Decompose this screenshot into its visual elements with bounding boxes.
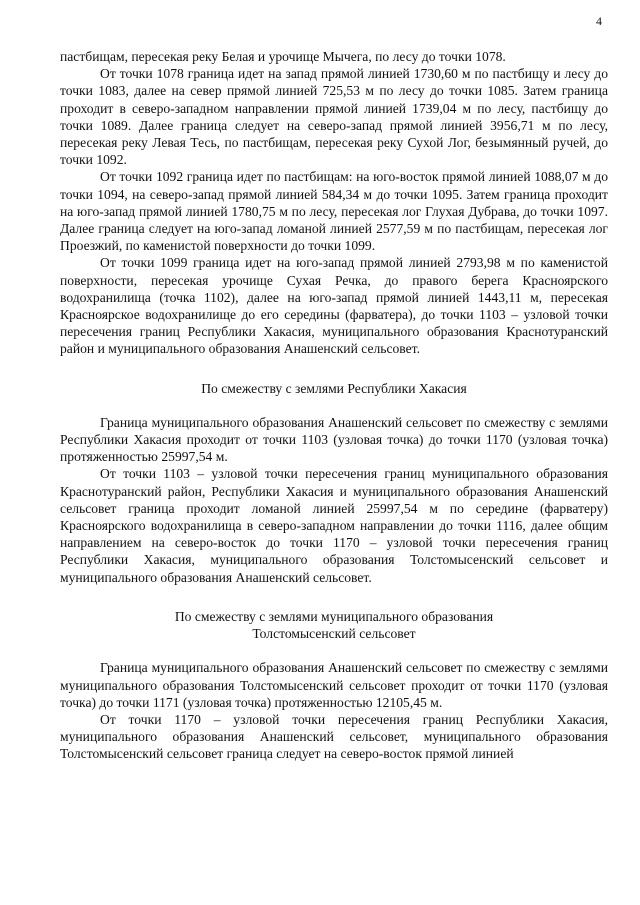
section-gap — [60, 358, 608, 380]
paragraph-khakassia-summary: Граница муниципального образования Анашенский сельсовет по смежеству с землями Республики Хакасия проходит от точки 1103 (узловая точка) до точки 1170 (узловая точка) протяженностью 25997,54 м. — [60, 414, 608, 465]
paragraph-point-1103: От точки 1103 – узловой точки пересечения границ муниципального образования Краснотуранский район, Республики Хакасия и муниципального образования Анашенский сельсовет граница проходит ломаной линией 25997,54 м по середине (фарватеру) Красноярского водохранилища в северо-западном направлении до точки 1116, далее общим направлением на северо-восток до точки 1170 – узловой точки пересечения границ Республики Хакасия, муниципального образования Толстомысенский сельсовет и муниципального образования Анашенский сельсовет. — [60, 466, 608, 585]
section-gap — [60, 586, 608, 608]
paragraph-continuation: пастбищам, пересекая реку Белая и урочище Мычега, по лесу до точки 1078. — [60, 49, 506, 64]
paragraph-point-1078: От точки 1078 граница идет на запад прямой линией 1730,60 м по пастбищу и лесу до точки 1083, далее на север прямой линией 725,53 м по лесу до точки 1085. Затем граница проходит в северо-западном направлении прямой линией 1739,04 м по лесу, пастбищу до точки 1089. Далее граница следует на северо-запад прямой линией 3956,71 м по лесу, пересекая реку Левая Тесь, по пастбищам, пересекая реку Сухой Лог, безымянный ручей, до точки 1092. — [60, 66, 608, 168]
section-heading-tolstomysensky-line2: Толстомысенский сельсовет — [252, 626, 416, 642]
paragraph-point-1099: От точки 1099 граница идет на юго-запад прямой линией 2793,98 м по каменистой поверхности, пересекая урочище Сухая Речка, до правого берега Красноярского водохранилища (точка 1102), далее на юго-запад прямой линией 1443,11 м, пересекая Красноярское водохранилище до его середины (фарватера), до точки 1103 – узловой точки пересечения границ Республики Хакасия, муниципального образования Краснотуранский район и муниципального образования Анашенский сельсовет. — [60, 255, 608, 357]
section-gap — [60, 642, 608, 659]
paragraph-point-1170: От точки 1170 – узловой точки пересечения границ Республики Хакасия, муниципального образования Анашенский сельсовет, муниципального образования Толстомысенский сельсовет граница следует на северо-восток прямой линией — [60, 711, 608, 762]
section-gap — [60, 397, 608, 414]
document-body — [60, 48, 608, 763]
paragraph-point-1092: От точки 1092 граница идет по пастбищам: на юго-восток прямой линией 1088,07 м до точки 1094, на северо-запад прямой линией 584,34 м до точки 1095. Затем граница проходит на юго-запад прямой линией 1780,75 м по лесу, пересекая лог Глухая Дубрава, до точки 1097. Далее граница следует на юго-запад ломаной линией 2577,59 м по пастбищам, пересекая лог Проезжий, по каменистой поверхности до точки 1099. — [60, 169, 608, 254]
section-heading-khakassia: По смежеству с землями Республики Хакасия — [201, 380, 467, 396]
page-number: 4 — [596, 14, 602, 28]
section-heading-tolstomysensky-line1: По смежеству с землями муниципального образования — [174, 608, 494, 624]
paragraph-tolstomysensky-summary: Граница муниципального образования Анашенский сельсовет по смежеству с землями муниципального образования Толстомысенский сельсовет проходит от точки 1170 (узловая точка) до точки 1171 (узловая точка) протяженностью 12105,45 м. — [60, 660, 608, 710]
